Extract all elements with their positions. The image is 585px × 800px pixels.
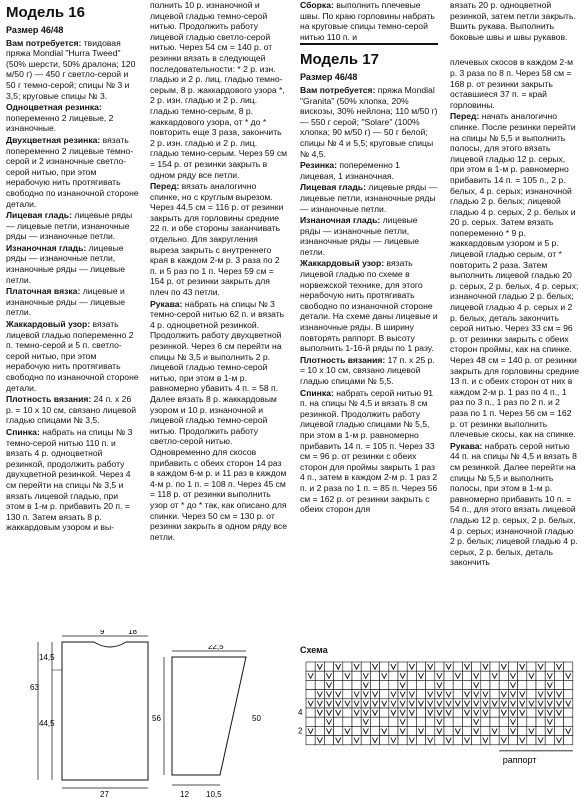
scheme-cell <box>334 717 343 726</box>
scheme-cell <box>554 726 563 735</box>
paragraph-heading: Перед: <box>150 181 180 192</box>
model-16-text-cont <box>150 0 288 542</box>
scheme-cell <box>343 708 352 717</box>
paragraph-heading: Одноцветная резинка: <box>6 102 102 113</box>
paragraph-text: полнить 10 р. изнаночной и лицевой гладью темно-серой нитью. Продолжить работу лицевой гладью светло-серой нитью. Через 54 см = 140 р. от резинки вязать в следующей последовательности: * 2 р. изн. гладью и 2 р. лиц. гладью темно-серым, 8 р. жаккардового узора *, 2 р. изн. гладью и 2 р. лиц. гладью темно-серым, 8 р. жаккардового узора, от * до * повторить еще 3 раза, закончить 2 р. изн. гладью и 2 р. лиц. гладью темно-серым. Через 59 см = 154 р. от резинки закрыть в одном ряду все петли. <box>150 0 288 180</box>
scheme-cell <box>398 662 407 671</box>
paragraph-heading: Плотность вязания: <box>300 354 386 365</box>
scheme-cell <box>554 671 563 680</box>
scheme-cell <box>564 680 573 689</box>
scheme-cell <box>527 736 536 745</box>
scheme-cell <box>490 736 499 745</box>
paragraph-heading: Вам потребуется: <box>300 84 376 95</box>
scheme-cell <box>554 717 563 726</box>
column-3 <box>300 0 438 516</box>
scheme-cell <box>380 736 389 745</box>
scheme-cell <box>370 726 379 735</box>
paragraph <box>6 243 139 285</box>
model-16-title: Модель 16 <box>6 4 85 21</box>
scheme-title: Схема <box>300 645 328 655</box>
scheme-cell <box>315 671 324 680</box>
dim-14-5: 14,5 <box>39 653 55 662</box>
scheme-cell <box>380 708 389 717</box>
paragraph-text: набрать серой нитью 91 п. на спицы № 4,5 и вязать 8 см резинкой. Продолжить работу лицевой гладью спицами № 5,5, при этом в 1-м р. равномерно прибавить 14 п. = 105 п. Через 33 см = 96 р. от резинки с обеих сторон для проймы закрыть 1 раз 4 п., затем в каждом 2-м р. 1 раз 2 п. и 2 раза по 1 п. = 85 п. Через 56 см = 162 р. от резинки закрыть с обеих сторон для <box>300 387 438 515</box>
paragraph-text: твидовая пряжа Mondial "Hurra Tweed" (50% шерсти, 50% дралона; 120 м/50 г) — 450 г светло-серой и 50 г темно-серой; спицы № 3 и 3,5; круговые спицы № 3. <box>6 37 136 101</box>
scheme-cell <box>518 717 527 726</box>
paragraph-heading: Вам потребуется: <box>6 37 82 48</box>
dim-22-5: 22,5 <box>208 645 224 651</box>
scheme-cell <box>527 662 536 671</box>
scheme-cell <box>490 690 499 699</box>
scheme-cell <box>462 680 471 689</box>
scheme-cell <box>370 671 379 680</box>
paragraph-heading: Резинка: <box>300 160 337 171</box>
paragraph-heading: Изнаночная гладь: <box>6 242 87 253</box>
scheme-cell <box>518 671 527 680</box>
dim-9: 9 <box>100 630 105 636</box>
paragraph <box>6 427 139 533</box>
scheme-cell <box>306 662 315 671</box>
scheme-cell <box>508 662 517 671</box>
scheme-cell <box>472 662 481 671</box>
model-17-text <box>300 85 438 515</box>
paragraph <box>300 258 438 353</box>
scheme-cell <box>324 736 333 745</box>
scheme-cell <box>499 717 508 726</box>
scheme-cell <box>416 690 425 699</box>
assembly-text <box>300 0 438 42</box>
paragraph-text: плечевых скосов в каждом 2-м р. 3 раза по 8 п. Через 58 см = 168 р. от резинки закрыть оставшиеся 37 п. = край горловины. <box>450 57 573 110</box>
paragraph-text: начать аналогично спинке. После резинки перейти на спицы № 5,5 и выполнить полосы, для этого вязать лицевой гладью 12 р. серых, при этом в 1-м р. равномерно прибавить 14 п. = 105 п., 2 р. белых, 4 р. серых; изнаночной гладью 2 р. белых; лицевой гладью 4 р. серых, 2 р. белых и 20 р. серых. Затем вязать попеременно * 9 р. жаккардовым узором и 5 р. лицевой гладью серым, от * повторить 2 раза. Затем выполнить лицевой гладью 20 р. серых, 2 р. белых, 4 р. серых; изнаночной гладью 2 р. белых; лицевой гладью 4 р. серых и 2 р. белых, деталь закончить серой нитью. Через 33 см = 96 р. от резинки закрыть с обеих сторон проймы, как на спинке. Через 48 см = 140 р. от резинки закрыть для горловины средние 13 п. и с обеих сторон от них в каждом 2-м р. 1 раз по 4 п., 1 раз по 3 п., 1 раз по 2 п. и 2 раза по 1 п. Через 56 см = 162 р. от резинки выполнить плечевые скосы, как на спинке. <box>450 111 580 440</box>
paragraph-heading: Плотность вязания: <box>6 394 92 405</box>
paragraph-heading: Платочная вязка: <box>6 286 81 297</box>
paragraph <box>450 441 580 568</box>
scheme-cell <box>306 680 315 689</box>
scheme-cell <box>416 662 425 671</box>
scheme-cell <box>481 671 490 680</box>
scheme-cell <box>352 680 361 689</box>
scheme-cell <box>453 680 462 689</box>
scheme-cell <box>453 690 462 699</box>
scheme-cell <box>527 717 536 726</box>
scheme-cell <box>426 726 435 735</box>
scheme-cell <box>536 680 545 689</box>
scheme-cell <box>453 708 462 717</box>
scheme-cell <box>527 708 536 717</box>
scheme-cell <box>343 680 352 689</box>
paragraph-text: выполнить плечевые швы. По краю горловины набрать на круговые спицы темно-серой нитью 110 п. и <box>300 0 435 42</box>
scheme-cell <box>481 717 490 726</box>
row-number: 2 <box>298 726 303 736</box>
dim-50: 50 <box>252 714 261 723</box>
scheme-cell <box>564 717 573 726</box>
paragraph-heading: Сборка: <box>300 0 334 10</box>
paragraph-heading: Спинка: <box>300 387 334 398</box>
scheme-cell <box>564 736 573 745</box>
scheme-cell <box>453 717 462 726</box>
scheme-cell <box>315 717 324 726</box>
scheme-cell <box>334 671 343 680</box>
scheme-cell <box>490 662 499 671</box>
scheme-cell <box>380 717 389 726</box>
scheme-cell <box>398 736 407 745</box>
paragraph-heading: Жаккардовый узор: <box>300 258 385 269</box>
scheme-cell <box>564 662 573 671</box>
paragraph <box>6 135 139 209</box>
sleeve-pattern-diagram <box>150 645 270 800</box>
scheme-cell <box>444 726 453 735</box>
paragraph-heading: Рукава: <box>150 298 183 309</box>
paragraph-text: лицевые и изнаночные ряды — лицевые петли. <box>6 286 126 318</box>
column-4 <box>450 0 580 569</box>
scheme-cell <box>352 671 361 680</box>
paragraph-text: вязать аналогично спинке, но с круглым вырезом. Через 44,5 см = 116 р. от резинки закрыть для горловины средние 22 п. и обе стороны заканчивать отдельно. Для закругления выреза закрыть с внутреннего края в каждом 2-м р. 3 раза по 2 п. и 5 раз по 1 п. Через 59 см = 154 р. от резинки закрыть для плеч по 43 петли. <box>150 181 284 298</box>
scheme-cell <box>361 736 370 745</box>
scheme-cell <box>444 671 453 680</box>
repeat-label: раппорт <box>502 754 537 765</box>
paragraph <box>300 85 438 159</box>
scheme-cell <box>343 662 352 671</box>
row-number: 4 <box>298 708 303 718</box>
scheme-cell <box>407 717 416 726</box>
scheme-cell <box>426 671 435 680</box>
scheme-cell <box>306 690 315 699</box>
scheme-cell <box>518 726 527 735</box>
paragraph-heading: Перед: <box>450 111 480 122</box>
paragraph-text: набрать на спицы № 3 темно-серой нитью 110 п. и вязать 4 р. одноцветной резинкой, продолжить работу двухцветной резинкой. Через 4 см перейти на спицы № 3,5 и вязать лицевой гладью, при этом в 1-м р. прибавить 20 п. = 130 п. Затем вязать 8 р. жаккардовым узором и вы- <box>6 426 133 533</box>
scheme-cell <box>389 680 398 689</box>
scheme-cell <box>407 671 416 680</box>
paragraph-text: лицевые ряды — лицевые петли, изнаночные ряды — изнаночные петли. <box>300 182 438 214</box>
dim-10-5: 10,5 <box>206 790 222 799</box>
paragraph <box>300 160 438 181</box>
paragraph <box>300 0 438 42</box>
column-2 <box>150 0 288 543</box>
paragraph <box>150 0 288 180</box>
scheme-cell <box>306 717 315 726</box>
scheme-cell <box>334 680 343 689</box>
paragraph-text: 24 п. х 26 р. = 10 х 10 см, связано лицевой гладью спицами № 3,5. <box>6 394 137 426</box>
paragraph-heading: Лицевая гладь: <box>300 182 366 193</box>
paragraph <box>450 0 580 42</box>
dim-18: 18 <box>128 630 137 636</box>
scheme-cell <box>554 680 563 689</box>
scheme-cell <box>490 680 499 689</box>
scheme-cell <box>564 708 573 717</box>
model-17-header <box>300 43 438 69</box>
scheme-cell <box>536 726 545 735</box>
paragraph <box>450 111 580 439</box>
scheme-cell <box>334 726 343 735</box>
dim-56: 56 <box>152 714 161 723</box>
scheme-cell <box>352 717 361 726</box>
dim-27: 27 <box>100 790 109 799</box>
paragraph <box>300 355 438 387</box>
paragraph <box>6 102 139 134</box>
paragraph-text: вязать попеременно 2 лицевые темно-серой и 2 изнаночные светло-серой нитью, при этом нерабочую нить протягивать свободно по изнаночной стороне детали. <box>6 134 139 209</box>
paragraph <box>6 286 139 318</box>
paragraph-heading: Лицевая гладь: <box>6 210 72 221</box>
paragraph <box>6 319 139 393</box>
scheme-cell <box>444 680 453 689</box>
scheme-cell <box>343 690 352 699</box>
scheme-cell <box>426 717 435 726</box>
scheme-cell <box>527 690 536 699</box>
scheme-cell <box>370 680 379 689</box>
scheme-cell <box>545 662 554 671</box>
scheme-cell <box>389 671 398 680</box>
scheme-cell <box>499 726 508 735</box>
scheme-cell <box>426 680 435 689</box>
scheme-cell <box>508 736 517 745</box>
paragraph-text: 17 п. х 25 р. = 10 х 10 см, связано лицевой гладью спицами № 5,5. <box>300 354 435 386</box>
scheme-cell <box>499 671 508 680</box>
back-pattern-diagram <box>30 630 150 800</box>
scheme-cell <box>490 717 499 726</box>
scheme-cell <box>435 736 444 745</box>
scheme-cell <box>564 690 573 699</box>
paragraph-text: пряжа Mondial "Granita" (50% хлопка, 20% вискозы, 30% нейлона; 110 м/50 г) — 550 г серой; "Solare" (100% хлопка; 90 м/50 г) — 50 г белой; спицы № 4 и 5,5; круговые спицы № 4,5. <box>300 84 438 159</box>
dim-63: 63 <box>30 683 39 692</box>
paragraph <box>150 181 288 298</box>
scheme-cell <box>306 736 315 745</box>
paragraph-text: вязать лицевой гладью попеременно 2 п. темно-серой и 5 п. светло-серой нитью, при этом нерабочую нить протягивать свободно по изнаночной стороне детали. <box>6 319 139 393</box>
scheme-cell <box>315 726 324 735</box>
paragraph <box>150 299 288 543</box>
scheme-cell <box>380 680 389 689</box>
paragraph <box>450 57 580 110</box>
paragraph <box>6 38 139 102</box>
scheme-cell <box>472 736 481 745</box>
paragraph <box>300 388 438 515</box>
scheme-cell <box>453 662 462 671</box>
paragraph-heading: Рукава: <box>450 440 483 451</box>
scheme-cell <box>444 717 453 726</box>
scheme-cell <box>536 671 545 680</box>
paragraph <box>6 394 139 426</box>
paragraph <box>6 210 139 242</box>
paragraph-text: вязать лицевой гладью по схеме в норвежской технике, для этого нерабочую нить протягивать свободно по изнаночной стороне детали. На схеме даны лицевые и изнаночные ряды. В ширину повторять раппорт. В высоту выполнить 1-16-й ряды по 1 разу. <box>300 258 438 354</box>
dim-44-5: 44,5 <box>39 719 55 728</box>
scheme-cell <box>416 680 425 689</box>
paragraph-text: вязать 20 р. одноцветной резинкой, затем петли закрыть. Вшить рукава. Выполнить боковые швы и швы рукавов. <box>450 0 576 42</box>
scheme-cell <box>462 726 471 735</box>
scheme-cell <box>380 690 389 699</box>
scheme-cell <box>435 662 444 671</box>
paragraph-heading: Спинка: <box>6 426 40 437</box>
paragraph <box>300 182 438 214</box>
scheme-cell <box>407 726 416 735</box>
model-16-size: Размер 46/48 <box>6 25 64 35</box>
paragraph-text: лицевые ряды — изнаночные петли, изнаночные ряды — лицевые петли. <box>6 242 126 285</box>
assembly-text-cont <box>450 0 580 42</box>
scheme-cell <box>407 680 416 689</box>
scheme-cell <box>343 736 352 745</box>
model-16-text <box>6 38 139 533</box>
scheme-cell <box>416 736 425 745</box>
scheme-cell <box>380 662 389 671</box>
scheme-cell <box>453 736 462 745</box>
scheme-cell <box>389 726 398 735</box>
jacquard-scheme <box>298 658 583 800</box>
model-17-size: Размер 46/48 <box>300 72 358 83</box>
scheme-cell <box>462 717 471 726</box>
dim-12: 12 <box>180 790 189 799</box>
paragraph-heading: Жаккардовый узор: <box>6 319 91 330</box>
scheme-cell <box>370 717 379 726</box>
scheme-cell <box>343 717 352 726</box>
paragraph-text: попеременно 1 лицевая, 1 изнаночная. <box>300 160 400 181</box>
scheme-cell <box>361 662 370 671</box>
scheme-cell <box>518 680 527 689</box>
paragraph-text: лицевые ряды — лицевые петли, изнаночные ряды — изнаночные петли. <box>6 210 133 242</box>
scheme-cell <box>545 736 554 745</box>
scheme-cell <box>416 717 425 726</box>
scheme-cell <box>315 680 324 689</box>
scheme-cell <box>352 726 361 735</box>
scheme-cell <box>490 708 499 717</box>
column-1 <box>6 0 139 534</box>
paragraph-text: набрать серой нитью 44 п. на спицы № 4,5 и вязать 8 см резинкой. Далее перейти на спицы № 5,5 и выполнить полосы, при этом в 1-м р. равномерно прибавить 10 п. = 54 п., для этого вязать лицевой гладью 12 р. серых, 2 р. белых, 4 р. серых; изнаночной гладью 2 р. белых; лицевой гладью 4 р. серых, 2 р. белых, деталь закончить <box>450 440 578 568</box>
scheme-cell <box>324 662 333 671</box>
scheme-cell <box>481 726 490 735</box>
scheme-cell <box>536 717 545 726</box>
paragraph-text: попеременно 2 лицевые, 2 изнаночные. <box>6 112 114 134</box>
paragraph-heading: Изнаночная гладь: <box>300 215 381 226</box>
paragraph <box>300 215 438 257</box>
model-17-text-cont <box>450 57 580 568</box>
scheme-cell <box>499 680 508 689</box>
scheme-cell <box>462 671 471 680</box>
scheme-cell <box>481 680 490 689</box>
scheme-cell <box>527 680 536 689</box>
paragraph-text: лицевые ряды — изнаночные петли, изнаночные ряды — лицевые петли. <box>300 215 420 257</box>
paragraph-text: набрать на спицы № 3 темно-серой нитью 62 п. и вязать 4 р. одноцветной резинкой. Продолжить работу двухцветной резинкой. Через 6 см перейти на спицы № 3,5 и выполнить 2 р. лицевой гладью темно-серой нитью, при этом в 1-м р. равномерно убавить 4 п. = 58 п. Далее вязать 8 р. жаккардовым узором и 10 р. изнаночной и лицевой гладью темно-серой нитью. Продолжить работу светло-серой нитью. Одновременно для скосов прибавить с обеих сторон 14 раз в каждом 6-м р. и 11 раз в каждом 4-м р. по 1 п. = 108 п. Через 45 см = 118 р. от резинки выполнить узор от * до * так, как описано для спинки. Через 50 см = 130 р. от резинки закрыть в одном ряду все петли. <box>150 298 288 542</box>
scheme-cell <box>306 708 315 717</box>
scheme-cell <box>416 708 425 717</box>
model-17-title: Модель 17 <box>300 51 379 69</box>
paragraph-heading: Двухцветная резинка: <box>6 134 101 145</box>
scheme-cell <box>389 717 398 726</box>
